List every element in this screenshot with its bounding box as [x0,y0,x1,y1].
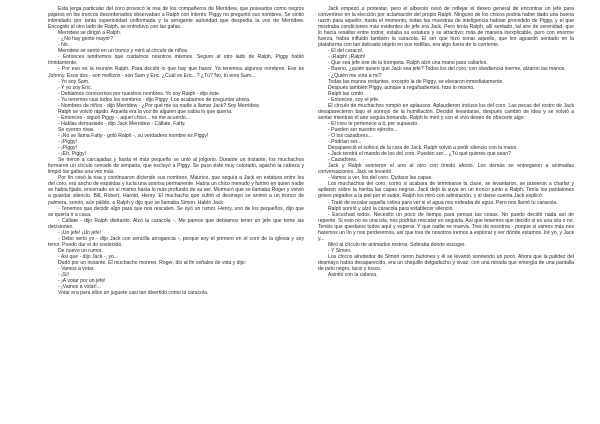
left-paragraph: - Debiamos conocernos por nuestros nombres. Yo soy Ralph - dijo éste. [58,90,221,97]
left-paragraph: Se oyeron risas. [58,126,95,133]
left-paragraph: - Por eso es la reunión Ralph. Para decidir lo que hay que hacer. Ya tenemos algunos nombres. Ese es Johnny. Esos dos - son mellizos - son Sam y Eric. ¿Cuál es Eric...? ¿Tú? No, tú eres Sam... [48,66,304,79]
right-paragraph: - Pueden ser nuestro ejército... [328,126,398,133]
left-paragraph: Por fin cesó la risa y continuaron diciendo sus nombres. Maurice, que seguía a Jack en estatura entre los del coro, era ancho de espaldas y lucía una sonrisa permanente. Había un chico menudo y furtivo en quien nadie se había fijado, encerrado en sí mismo hasta lo más profundo de su ser. Murmuró que se llamaba Roger y volvió a guardar silencio. Bill, Robert, Harold, Henry. El muchacho que sufrió el desmayo se animó a un tronco de palmera, sonrió, aún pálido, a Ralph y dijo que se llamaba Simon. Habló Jack: [48,175,304,206]
left-paragraph: - ¡Piggy! [58,145,77,152]
right-paragraph: Todas las manos restantes, excepto la de Piggy, se elevaron inmediatamente. [328,78,504,85]
right-paragraph: - El del caracol. [328,48,364,55]
right-paragraph: - El coro te pertenece a ti, por supuesto. [328,120,419,127]
right-paragraph: - Traté de escalar aquella colina para ver si el agua nos rodeaba de agua. Pero nos llamó tu caracola. [328,199,558,206]
right-paragraph: Miró al círculo de animados rostros. Sobraba donde escoger. [328,241,466,248]
left-paragraph: - Y yo soy Eric. [58,84,93,91]
left-paragraph: - Debo serlo yo - dijo Jack con sencilla arrogancia -, porque soy el primero en el coro de la iglesia y soy tenor. Puedo dar el do sostenido. [48,235,304,248]
left-paragraph: - ¡No se llama Fatty - gritó Ralph -, su verdadero nombre es Piggy! [58,132,209,139]
right-paragraph: - Y Simon. [328,247,352,254]
left-paragraph: Merridew se dirigió a Ralph. [58,30,122,37]
left-paragraph: - Tenemos que decidir algo para que nos rescaten. Se oyó un rumor. Henry, uno de los pequeños, dijo que se quería ir a casa. [48,205,304,218]
right-paragraph: - O los cazadores... [328,132,373,139]
left-paragraph: - Vamos a votar. [58,266,95,273]
right-paragraph: Después también Piggy, aunque a regañadientes, hizo lo mismo. [328,84,475,91]
left-paragraph: Se rieron a carcajadas y hasta el más pequeño se unió al jolgorio. Durante un instante, los muchachos formaron un círculo cerrado de simpatía, que excluyó a Piggy. Se puso éste muy colorado, agachó la cabeza y limpió las gafas una vez más. [48,157,304,176]
left-paragraph: - ¡Piggy! [58,139,77,146]
left-paragraph: Dudó por un instante. El muchacho moreno, Roger, dio al fin señales de vida y dijo: [58,259,247,266]
left-paragraph: - No. [58,42,70,49]
left-paragraph: - Entonces tendremos que cuidarnos nosotros mismos. Seguro al otro lado de Ralph, Piggy habló tímidamente. [48,54,304,67]
left-paragraph: Esta jerga particular del coro provocó la risa de los compañeros de Merridew, que poseados como negros pájaros en los troncos desordenados observaban a Ralph con interés. Piggy no preguntó sus nombres. Se sintió intimidado por tanta superioridad uniformada y la arrogante autoridad que despedía la voz de Merridew. Encogido al otro lado de Ralph, se entretuvo con las gafas. [48,6,304,31]
left-paragraph: - ¡Un jefe! ¡Un jefe! [58,229,102,236]
left-paragraph: Merridew se sentó en un tronco y miró al círculo de niños. [58,48,189,55]
right-paragraph: - ¡Ralph! ¡Ralph! [328,54,366,61]
left-paragraph: - ¡Sí! [58,272,70,279]
right-paragraph: - Cazadores. [328,157,358,164]
right-paragraph: - Bueno, ¿quién quiere que Jack sea jefe? Todos los del coro, con obediencia inerme, alzaron las manos. [328,66,566,73]
right-paragraph: - Que sea jefe ese de la trompeta. Ralph alzó una mano para callarles. [328,60,488,67]
left-paragraph: Ralph se volvió rápido. Aquella era la voz de alguien que sabía lo que quería. [58,108,233,115]
left-paragraph: - Entonces - siguió Piggy -, aquel chico... no me acuerdo... [58,114,190,121]
right-paragraph: Ralph las contó. [328,90,365,97]
right-text-column [318,6,574,278]
left-paragraph: - Así que - dijo Jack -, yo... [58,253,119,260]
right-paragraph: - ¿Quién me vota a mí? [328,72,382,79]
right-paragraph: Jack y Ralph sonrieron el uno al otro con tímido afecto. Los demás se entregaron a animadas conversaciones. Jack se levantó. [318,163,574,176]
left-paragraph: - Nombres de niños - dijo Merridew - ¿Por qué me va nadie a llamar Jack? Soy Merridew. [58,102,260,109]
right-paragraph: - Podrían ser... [328,139,362,146]
right-paragraph: - Vamos a ver, los del coro. Quitaos las capas. [328,175,433,182]
right-paragraph: Desapareció el sofoco de la cara de Jack. Ralph volvió a pedir silencio con la mano. [328,145,518,152]
left-paragraph: - Yo soy Sam. [58,78,90,85]
left-paragraph: - ¿No hay gente mayor? [58,36,113,43]
left-text-column [48,6,304,296]
right-paragraph: Jack empezó a protestar, pero el alboroto cesó de reflejar el deseo general de encontrar un jefe para convertirse en la elección por aclamación del propio Ralph. Ninguno de los chicos podría haber dado una buena razón para aquello; hasta el momento, todas las muestras de inteligencia habían procedido de Piggy, y el que mostraba condiciones más evidentes de jefe era Jack. Pero tenía Ralph, allí sentado, tal aire de serenidad, que lo hacía resaltar entre todos; estaba su estatura y su atractivo; más de manera inexplicable, pero con enorme fuerza, había influido también la caracola. El ser que hizo sonar aquello, que les aguardó sentado en la plataforma con tan delicado objeto en sus rodillas, era algo fuera de lo corriente. [318,6,574,49]
right-paragraph: - Entonces, soy el jefe. [328,96,380,103]
left-paragraph: Votar era para ellos un juguete casi tan divertido como la caracola. [58,290,209,297]
right-paragraph: - Jack tendrá el mando de los del coro. Pueden ser... ¿Tú qué quieres que sean? [328,151,511,158]
right-paragraph: Los chicos alrededor de Simon rieron burlones y él se levantó sonriendo un poco. Ahora que la palidez del desmayo había desaparecido, era un chiquillo delgaducho y vivaz, con una mirada que emergía de una pantalla de pelo negro, lacio y tosco. [318,253,574,273]
left-paragraph: De nuevo un rumor. [58,247,103,254]
right-paragraph: Los muchachos del coro, como si acabara de terminarse la clase, se levantaron, se pusieron a charlar y apilaron sobre la hierba las capas negras. Jack dejó la suya en un tronco junto a Ralph. Tenía los pantalones grises pegados a la piel por el sudor. Ralph los miró con admiración, y al darse cuenta Jack explicó: [318,181,574,200]
right-paragraph: Asintió con la cabeza. [328,272,378,279]
right-paragraph: El círculo de muchachos rompió en aplausos. Aplaudieron incluso los del coro. Las pecas del rostro de Jack desaparecieron bajo el sonrojo de la humillación. Decidió levantarse, después cambió de idea y se volvió a sentar mientras el aire seguía tronando. Ralph le miró y con el vivo deseo de ofrecerle algo: [318,102,574,121]
left-paragraph: - Hablas demasiado - dijo Jack Merridew - Cállate, Fatty. [58,120,186,127]
left-paragraph: - ¡Vamos a votar!... [58,284,101,291]
right-paragraph: Ralph sonrió y alzó la caracola para establecer silencio. [328,205,454,212]
left-paragraph: - ¡Eh, Piggy! [58,151,87,158]
left-paragraph: - Ya tenemos casi todos los nombres - dijo Piggy -Los acabamos de preguntar ahora. [58,96,251,103]
left-paragraph: - Cállate - dijo Ralph distraído. Alzó la caracola -. Me parece que debiamos tener un jefe que tome las decisiones. [48,217,304,230]
left-paragraph: - ¡A votar por un jefe! [58,278,106,285]
right-paragraph: - Escuchad todos. Necesito un poco de tiempo para pensar las cosas. No puedo decidir nada así de repente. Si esto no es una isla, nos podrían rescatar en seguida. Así que tenemos que decidir si es una isla o no. Tenéis que quedaros todos aquí y esperar. Y que nadie se mueva. Tres de nosotros - porque si vamos más nos haremos un lío y nos perderemos, así que tres de nosotros iremos a explorar y ver dónde estamos. Iré yo, y Jack y... [318,211,574,242]
